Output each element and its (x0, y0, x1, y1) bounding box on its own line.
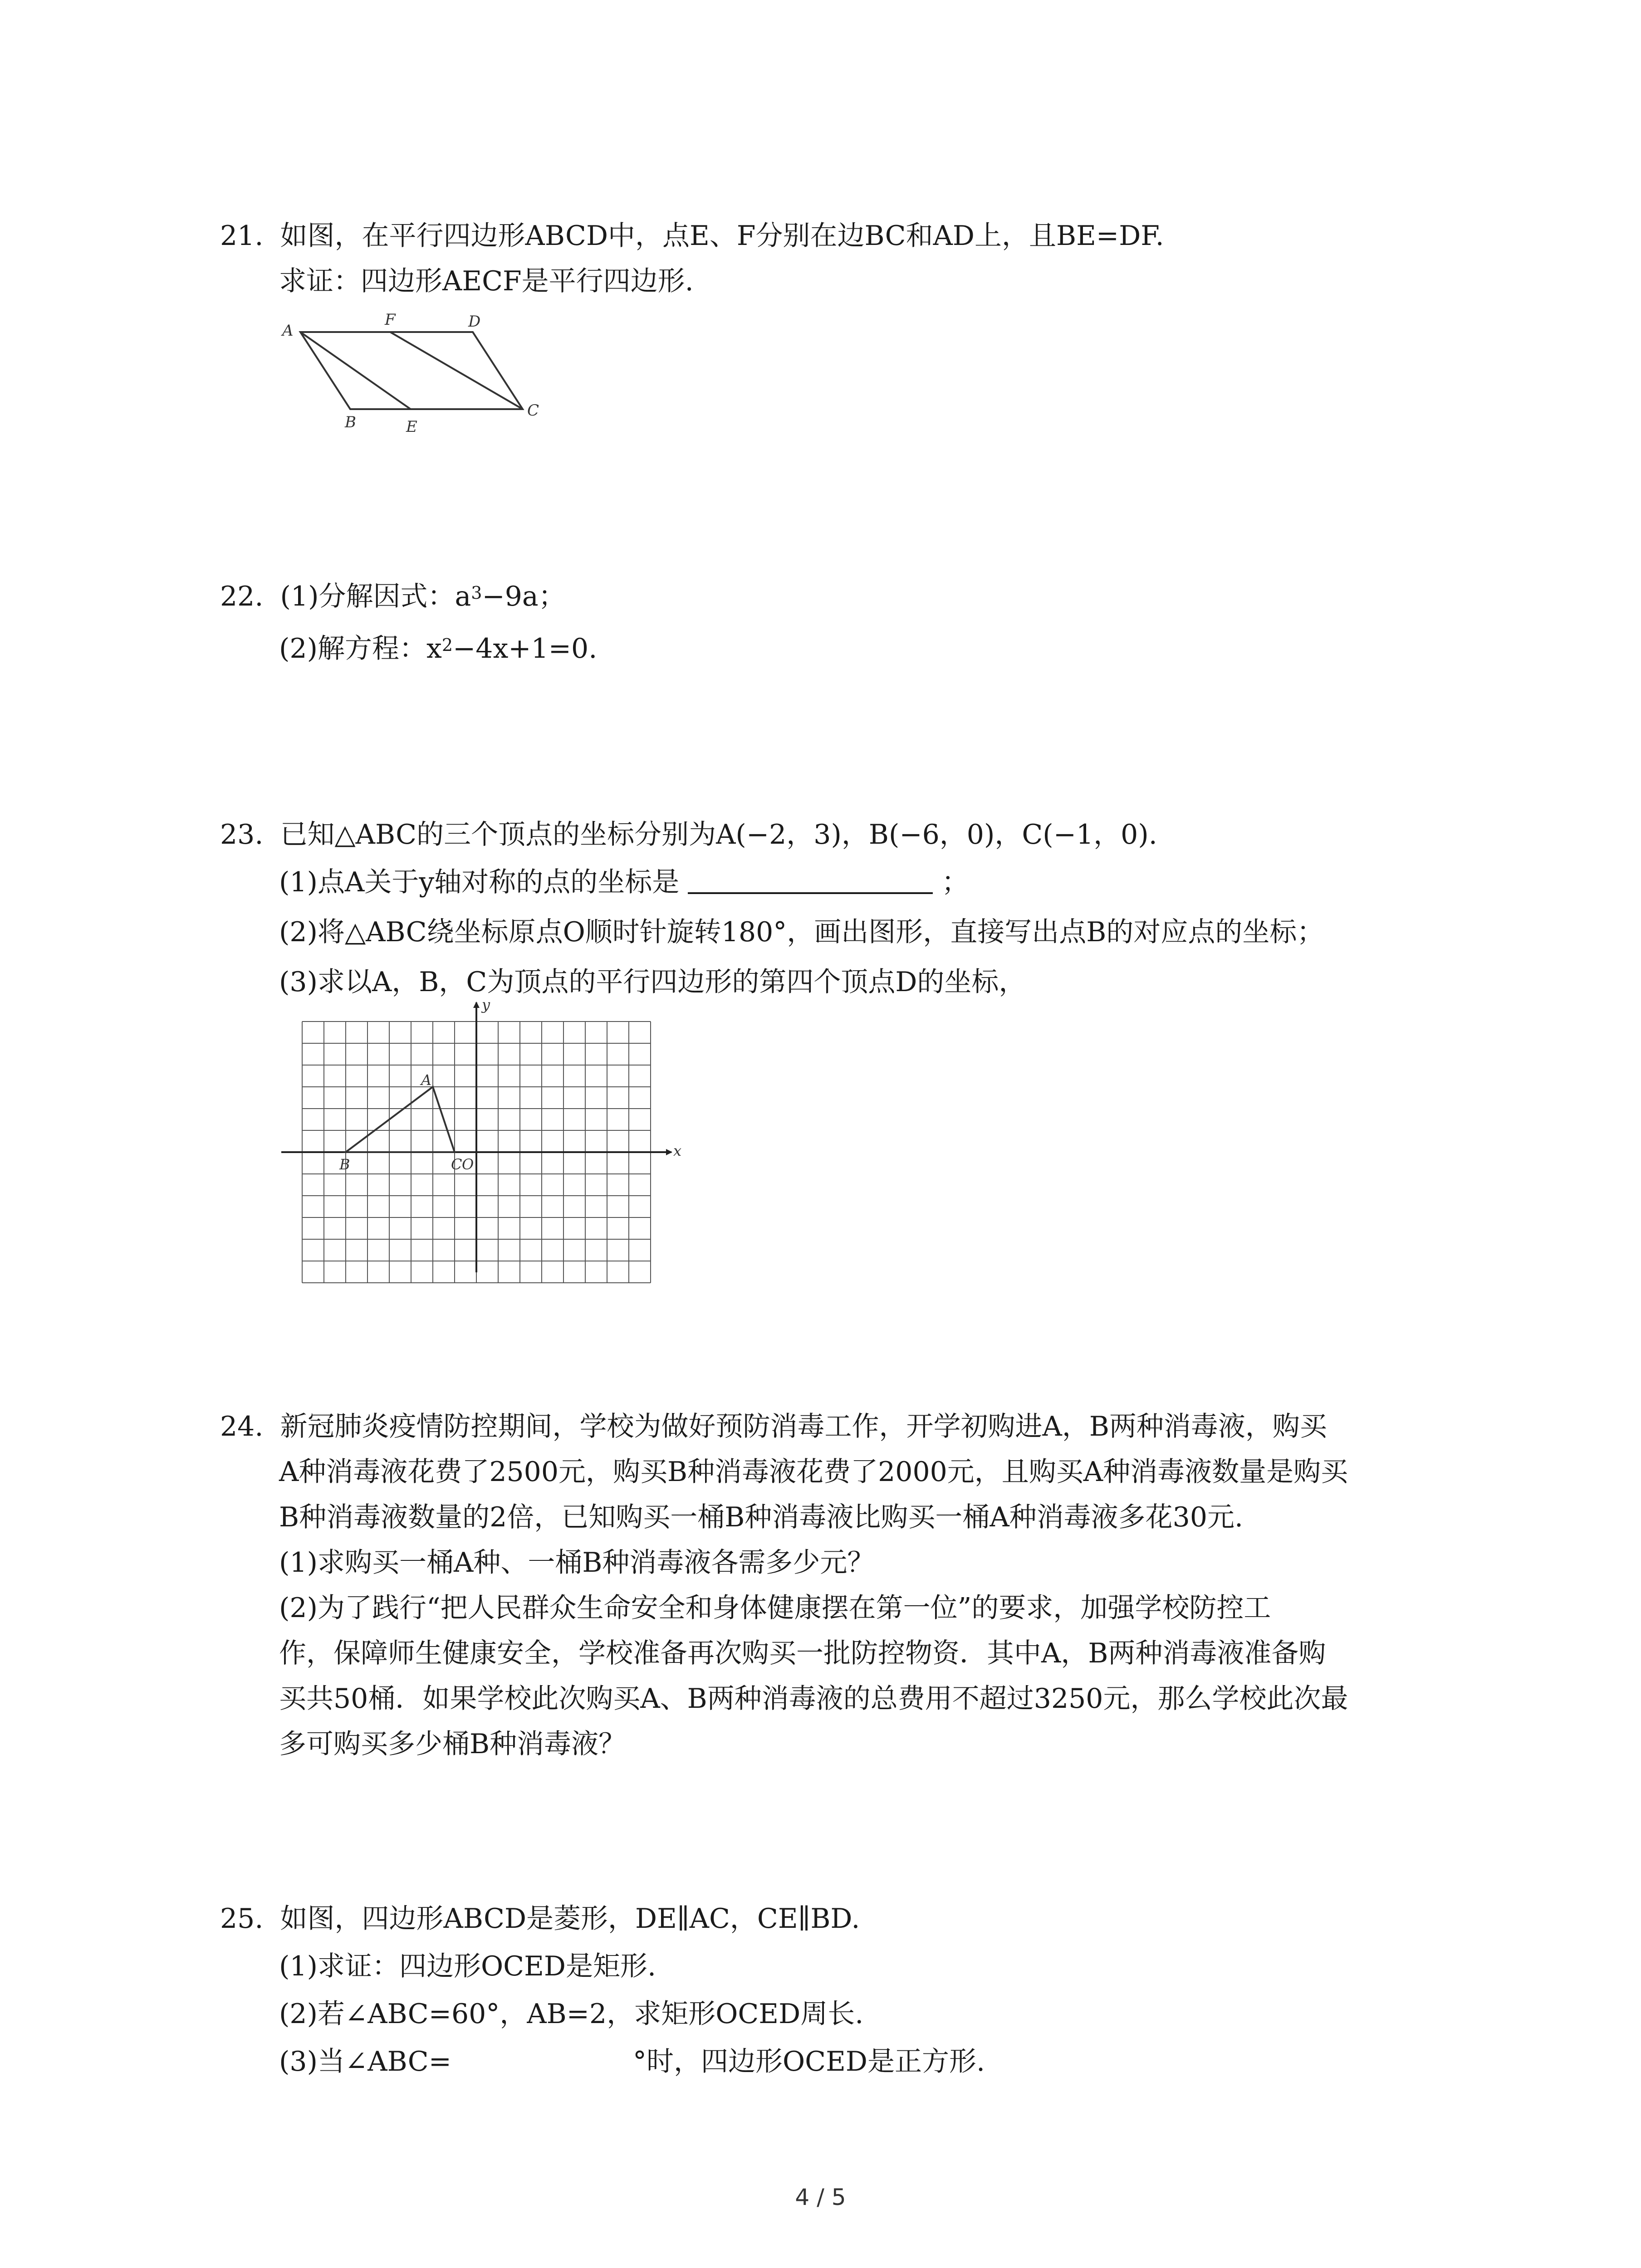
q25-part2 (279, 1996, 863, 2032)
q24-text-6: 作，保障师生健康安全，学校准备再次购买一批防控物资．其中A，B两种消毒液准备购 (279, 1637, 1326, 1669)
q24-line1 (220, 1408, 1327, 1445)
q22-line2 (279, 631, 597, 667)
q24-line8 (279, 1726, 626, 1762)
q23-text-1: 已知△ABC的三个顶点的坐标分别为A(−2，3)，B(−6，0)，C(−1，0). (280, 819, 1157, 850)
y-axis-arrow (473, 1002, 480, 1008)
q21-text-2: 求证：四边形AECF是平行四边形. (279, 265, 694, 297)
q24-text-8: 多可购买多少桶B种消毒液？ (279, 1728, 626, 1760)
q21-label-c: C (527, 401, 539, 420)
q22-number: 22. (220, 581, 264, 612)
q23-part3-text: (3)求以A，B，C为顶点的平行四边形的第四个顶点D的坐标， (279, 966, 1026, 998)
q23-answer-blank (688, 865, 933, 894)
q25-number: 25. (220, 1903, 264, 1935)
q22-part1 (280, 581, 566, 612)
page-number: 4 / 5 (795, 2184, 846, 2210)
q22-part2-pre: (2)解方程：x (279, 633, 442, 665)
q22-part1-post: −9a； (482, 581, 566, 612)
q24-text-2: A种消毒液花费了2500元，购买B种消毒液花费了2000元，且购买A种消毒液数量是购买 (279, 1456, 1348, 1488)
q25-part3-pre: (3)当∠ABC= (279, 2046, 451, 2077)
q25-part1-text: (1)求证：四边形OCED是矩形. (279, 1950, 656, 1982)
q22-part1-pre: (1)分解因式：a (280, 581, 471, 612)
q25-line1 (220, 1901, 860, 1937)
q24-text-7: 买共50桶．如果学校此次购买A、B两种消毒液的总费用不超过3250元，那么学校此次最 (279, 1683, 1348, 1715)
q22-part1-exponent: 3 (471, 583, 482, 603)
q21-label-f: F (385, 311, 396, 329)
q24-text-4: (1)求购买一桶A种、一桶B种消毒液各需多少元？ (279, 1547, 875, 1579)
triangle-abc (346, 1087, 455, 1152)
q24-text-1: 新冠肺炎疫情防控期间，学校为做好预防消毒工作，开学初购进A，B两种消毒液，购买 (280, 1411, 1327, 1442)
q24-line2 (279, 1454, 1348, 1490)
q23-part1-end: ； (941, 866, 969, 898)
q23-label-x: x (673, 1142, 682, 1159)
q25-part3-post: °时，四边形OCED是正方形. (632, 2046, 985, 2077)
q24-line4 (279, 1545, 874, 1581)
q21-text-1: 如图，在平行四边形ABCD中，点E、F分别在边BC和AD上，且BE=DF. (280, 220, 1164, 252)
q22-part2-post: −4x+1=0. (453, 633, 598, 665)
x-axis-arrow (666, 1149, 672, 1155)
q21-label-d: D (468, 313, 481, 331)
q24-line7 (279, 1681, 1348, 1717)
q21-label-a: A (282, 322, 294, 340)
q22-line1 (220, 578, 566, 615)
q23-coordinate-grid-figure (272, 993, 690, 1284)
q24-text-3: B种消毒液数量的2倍，已知购买一桶B种消毒液比购买一桶A种消毒液多花30元. (279, 1501, 1244, 1533)
q23-line1 (220, 816, 1157, 853)
q21-label-b: B (345, 413, 356, 431)
q23-label-b: B (339, 1156, 350, 1173)
q25-text-1: 如图，四边形ABCD是菱形，DE∥AC，CE∥BD. (280, 1903, 860, 1935)
q23-part1 (279, 864, 969, 900)
q24-line6 (279, 1635, 1326, 1672)
q25-part2-text: (2)若∠ABC=60°，AB=2，求矩形OCED周长. (279, 1998, 864, 2030)
segment-fc (390, 332, 523, 409)
q21-line1 (220, 218, 1164, 254)
q23-part2 (279, 914, 1324, 950)
q21-number: 21. (220, 220, 264, 252)
q23-label-c: C (451, 1156, 462, 1173)
q25-part3 (279, 2043, 985, 2080)
q24-number: 24. (220, 1411, 264, 1442)
q24-line5 (279, 1590, 1271, 1626)
q23-label-y: y (482, 996, 490, 1013)
q24-line3 (279, 1499, 1243, 1535)
q23-part2-text: (2)将△ABC绕坐标原点O顺时针旋转180°，画出图形，直接写出点B的对应点的坐标； (279, 916, 1324, 948)
q23-label-o: O (462, 1156, 474, 1173)
q25-part1 (279, 1948, 656, 1984)
q24-text-5: (2)为了践行“把人民群众生命安全和身体健康摆在第一位”的要求，加强学校防控工 (279, 1592, 1271, 1624)
q23-part1-text: (1)点A关于y轴对称的点的坐标是 (279, 866, 680, 898)
q21-parallelogram-figure (272, 308, 563, 440)
q23-label-a: A (421, 1071, 432, 1089)
segment-ae (300, 332, 411, 409)
q21-label-e: E (406, 418, 417, 436)
q21-line2 (279, 263, 694, 299)
q22-part2-exponent: 2 (441, 635, 453, 655)
q23-number: 23. (220, 819, 264, 850)
